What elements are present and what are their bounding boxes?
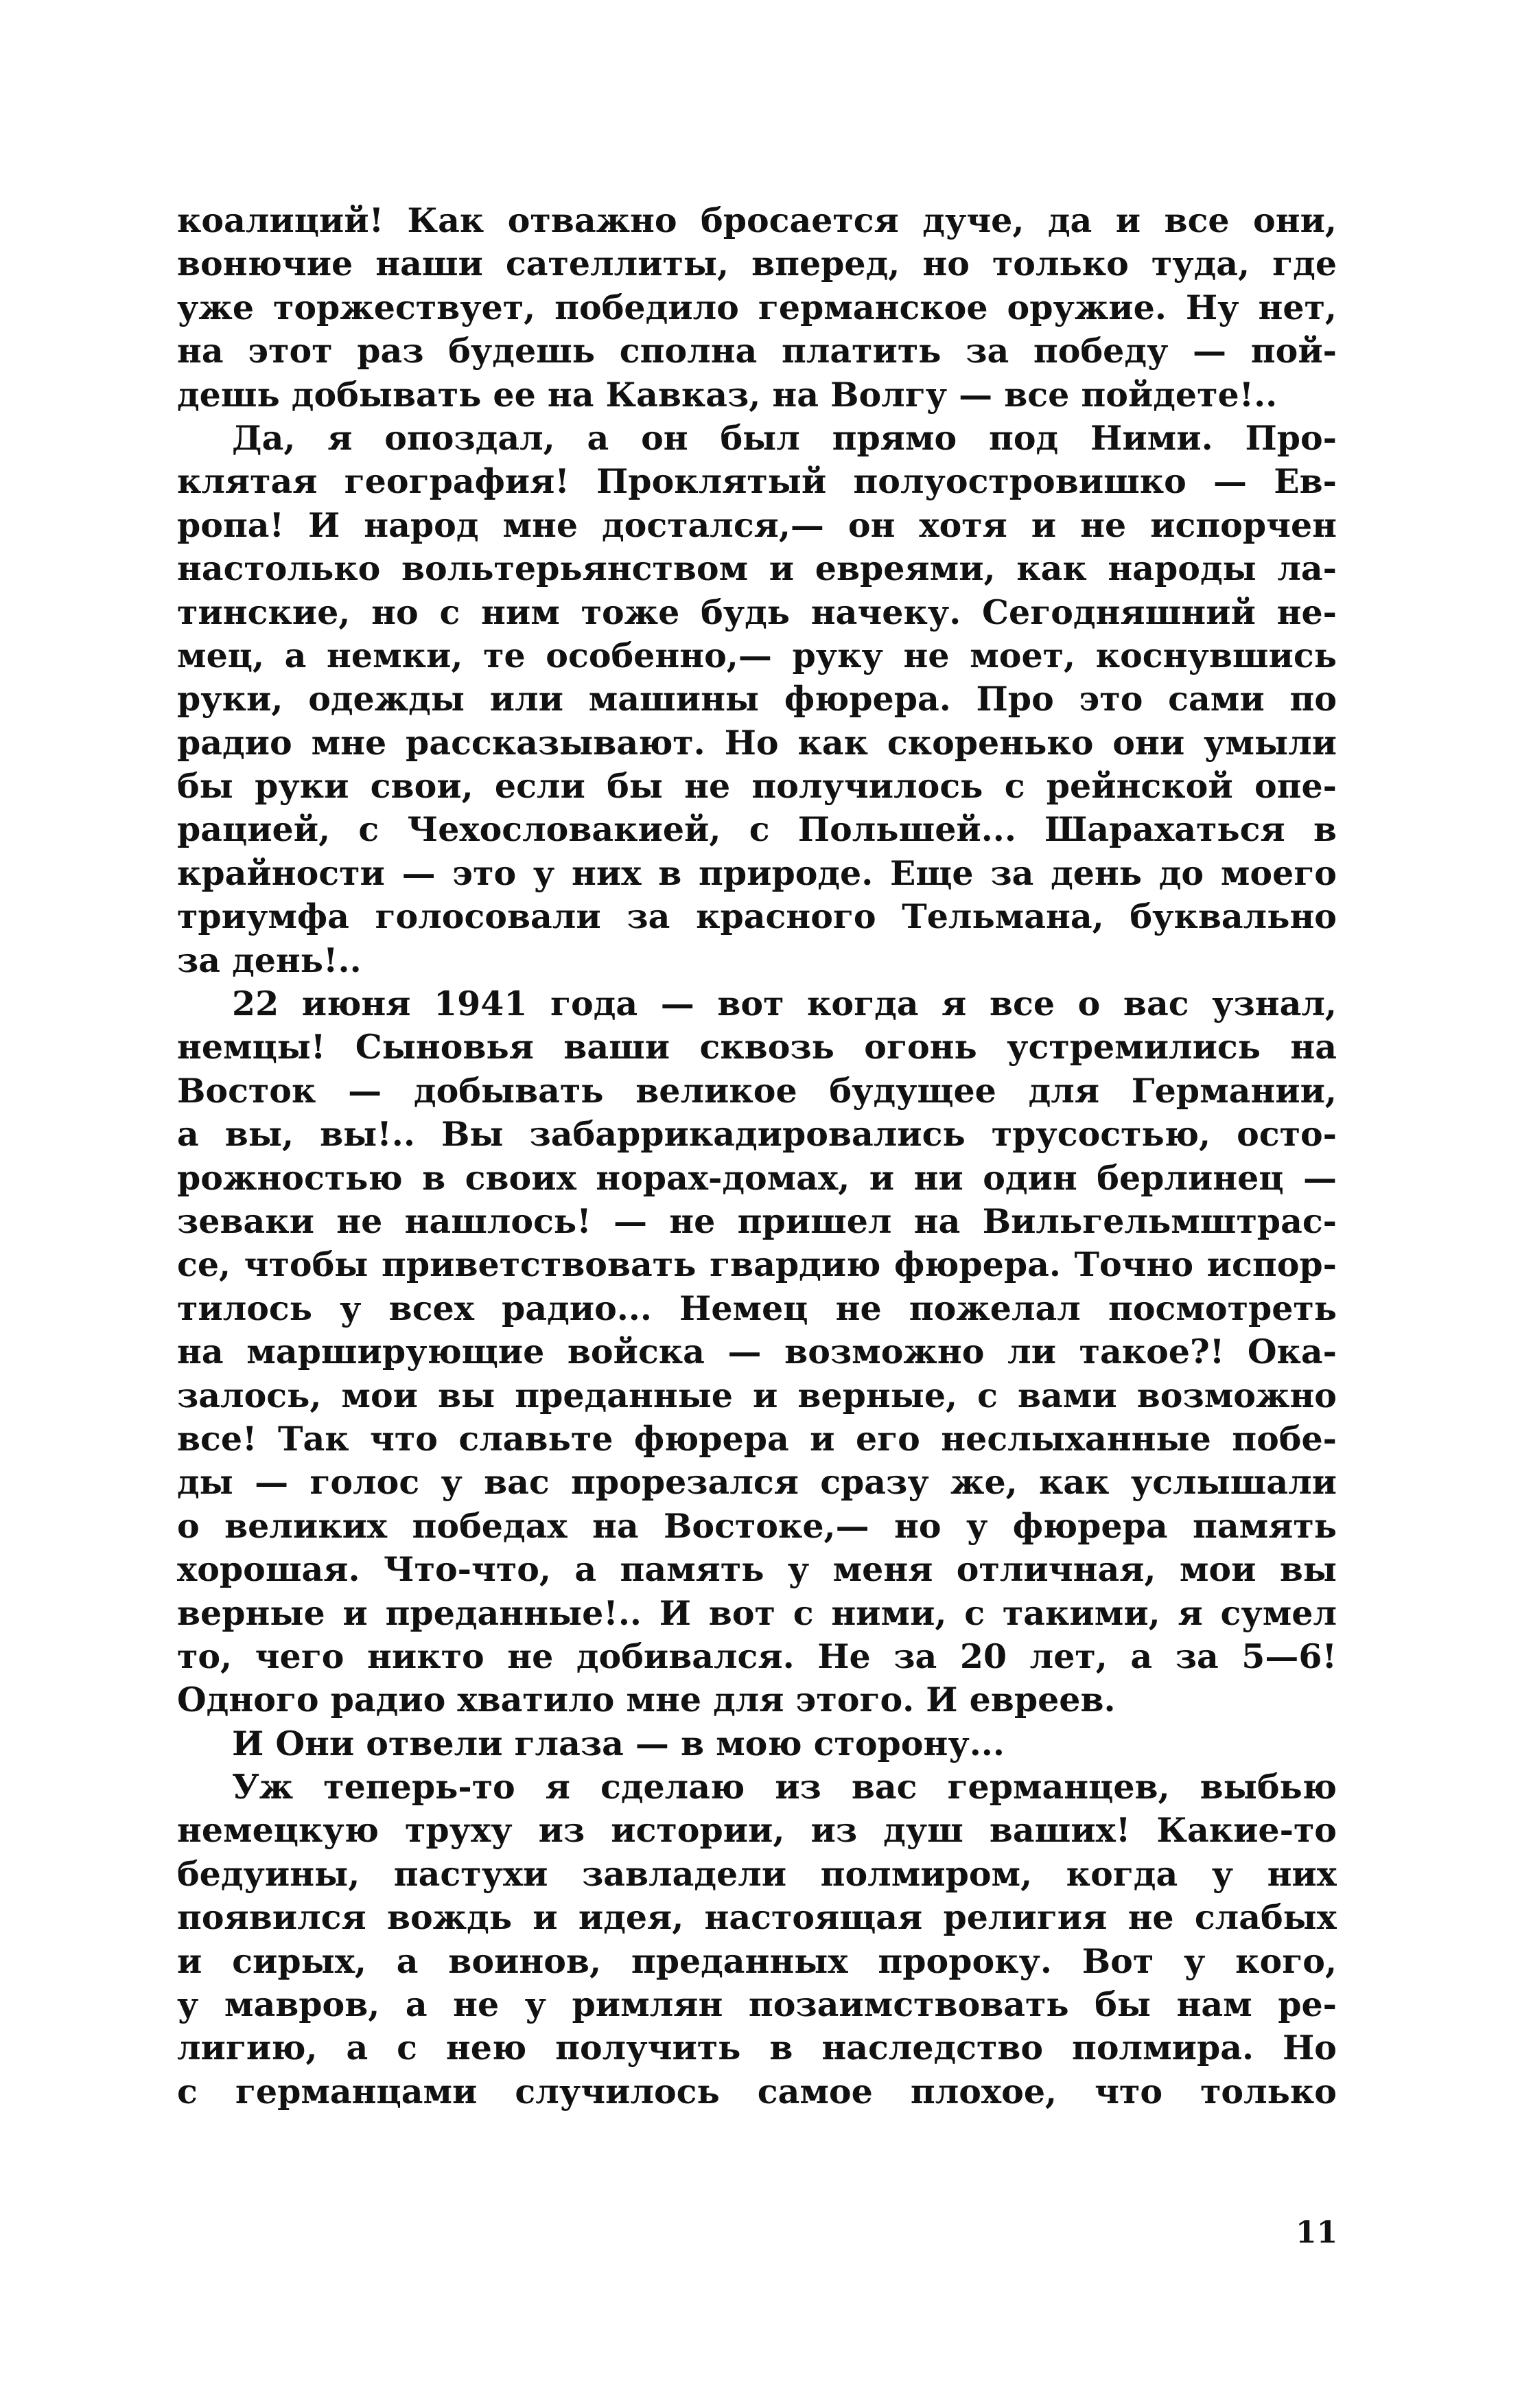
text-line: клятая география! Проклятый полуостровишко — Ев- [177, 461, 1337, 502]
text-line: крайности — это у них в природе. Еще за день до моего [177, 853, 1337, 893]
page-text [177, 199, 1337, 2245]
text-line: немцы! Сыновья ваши сквозь огонь устремились на [177, 1027, 1337, 1067]
text-line: о великих победах на Востоке,— но у фюрера память [177, 1505, 1337, 1546]
text-line: Да, я опоздал, а он был прямо под Ними. Про- [232, 417, 1337, 458]
text-line: то, чего никто не добивался. Не за 20 лет, а за 5—6! [177, 1636, 1337, 1676]
text-line: И Они отвели глаза — в мою сторону... [232, 1723, 1005, 1763]
text-line: бедуины, пастухи завладели полмиром, когда у них [177, 1853, 1337, 1894]
text-line: на марширующие войска — возможно ли такое?! Ока- [177, 1332, 1337, 1372]
text-line: Восток — добывать великое будущее для Германии, [177, 1070, 1337, 1111]
text-line: се, чтобы приветствовать гвардию фюрера. Точно испор- [177, 1244, 1337, 1285]
text-line: бы руки свои, если бы не получилось с рейнской опе- [177, 766, 1337, 807]
text-line: ропа! И народ мне достался,— он хотя и не испорчен [177, 505, 1337, 545]
text-line: появился вождь и идея, настоящая религия не слабых [177, 1897, 1337, 1938]
text-line: на этот раз будешь сполна платить за победу — пой- [177, 331, 1337, 371]
text-line: Уж теперь-то я сделаю из вас германцев, выбью [232, 1767, 1337, 1807]
text-line: хорошая. Что-что, а память у меня отличная, мои вы [177, 1549, 1337, 1590]
text-line: руки, одежды или машины фюрера. Про это сами по [177, 679, 1337, 719]
text-line: рацией, с Чехословакией, с Польшей... Шарахаться в [177, 809, 1337, 850]
text-line: триумфа голосовали за красного Тельмана, буквально [177, 896, 1337, 937]
text-line: вонючие наши сателлиты, вперед, но только туда, где [177, 244, 1337, 284]
text-line: с германцами случилось самое плохое, что только [177, 2071, 1337, 2111]
text-line: тилось у всех радио... Немец не пожелал посмотреть [177, 1288, 1337, 1328]
text-line: мец, а немки, те особенно,— руку не моет, коснувшись [177, 635, 1337, 675]
text-line: уже торжествует, победило германское оружие. Ну нет, [177, 287, 1337, 327]
text-line: все! Так что славьте фюрера и его неслыханные побе- [177, 1418, 1337, 1459]
text-line: верные и преданные!.. И вот с ними, с такими, я сумел [177, 1593, 1337, 1633]
text-line: коалиций! Как отважно бросается дуче, да и все они, [177, 200, 1337, 240]
text-line: немецкую труху из истории, из душ ваших! Какие-то [177, 1810, 1337, 1851]
text-line: рожностью в своих норах-домах, и ни один берлинец — [177, 1157, 1337, 1198]
text-line: 22 июня 1941 года — вот когда я все о вас узнал, [232, 984, 1337, 1024]
text-line: радио мне рассказывают. Но как скоренько они умыли [177, 722, 1337, 763]
text-line: за день!.. [177, 940, 362, 980]
text-line: настолько вольтерьянством и евреями, как народы ла- [177, 548, 1337, 589]
text-line: зеваки не нашлось! — не пришел на Вильгельмштрас- [177, 1201, 1337, 1241]
text-line: дешь добывать ее на Кавказ, на Волгу — все пойдете!.. [177, 374, 1278, 415]
text-line: у мавров, а не у римлян позаимствовать бы нам ре- [177, 1984, 1337, 2025]
text-line: Одного радио хватило мне для этого. И евреев. [177, 1680, 1116, 1720]
text-line: а вы, вы!.. Вы забаррикадировались трусостью, осто- [177, 1114, 1337, 1155]
text-line: и сирых, а воинов, преданных пророку. Вот у кого, [177, 1941, 1337, 1981]
page-number: 11 [1296, 2215, 1338, 2250]
text-line: залось, мои вы преданные и верные, с вами возможно [177, 1375, 1337, 1415]
text-line: ды — голос у вас прорезался сразу же, как услышали [177, 1462, 1337, 1503]
text-line: тинские, но с ним тоже будь начеку. Сегодняшний не- [177, 592, 1337, 632]
text-line: лигию, а с нею получить в наследство полмира. Но [177, 2028, 1337, 2068]
